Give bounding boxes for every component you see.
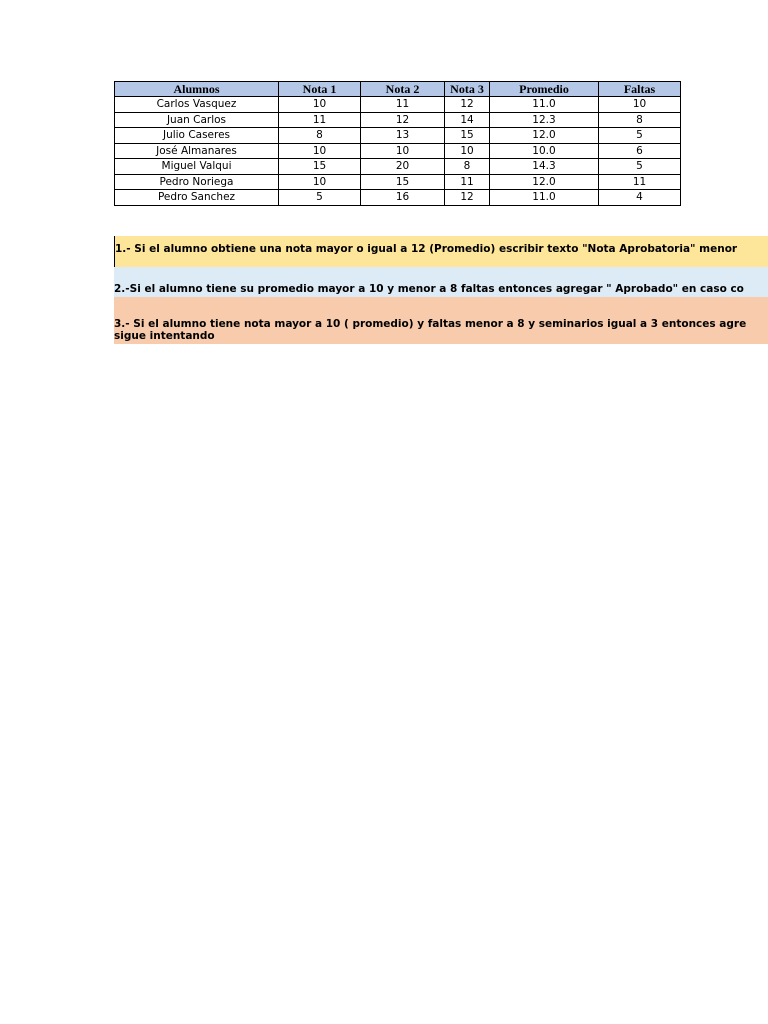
table-row [115, 112, 681, 128]
table-row [115, 97, 681, 113]
cell-promedio[interactable]: 12.0 [490, 128, 599, 144]
cell-promedio[interactable]: 12.0 [490, 174, 599, 190]
cell-nota-3[interactable]: 14 [445, 112, 490, 128]
cell-nota-3[interactable]: 12 [445, 190, 490, 206]
cell-nota-2[interactable]: 16 [361, 190, 445, 206]
header-nota-2[interactable]: Nota 2 [361, 82, 445, 97]
instruction-text-2: 2.-Si el alumno tiene su promedio mayor a 10 y menor a 8 faltas entonces agregar " Aprobado" en caso co [114, 283, 744, 295]
cell-faltas[interactable]: 10 [599, 97, 681, 113]
cell-nota-3[interactable]: 12 [445, 97, 490, 113]
header-nota-1[interactable]: Nota 1 [279, 82, 361, 97]
header-nota-3[interactable]: Nota 3 [445, 82, 490, 97]
cell-nota-2[interactable]: 20 [361, 159, 445, 175]
cell-alumno[interactable]: Juan Carlos [115, 112, 279, 128]
cell-promedio[interactable]: 12.3 [490, 112, 599, 128]
cell-nota-1[interactable]: 11 [279, 112, 361, 128]
cell-nota-2[interactable]: 12 [361, 112, 445, 128]
cell-faltas[interactable]: 8 [599, 112, 681, 128]
table-row [115, 174, 681, 190]
cell-nota-2[interactable]: 10 [361, 143, 445, 159]
cell-alumno[interactable]: José Almanares [115, 143, 279, 159]
cell-nota-2[interactable]: 13 [361, 128, 445, 144]
instruction-text-3 [114, 297, 747, 342]
cell-nota-3[interactable]: 8 [445, 159, 490, 175]
cell-nota-3[interactable]: 15 [445, 128, 490, 144]
table-row [115, 128, 681, 144]
cell-nota-3[interactable]: 11 [445, 174, 490, 190]
cell-promedio[interactable]: 10.0 [490, 143, 599, 159]
cell-nota-1[interactable]: 10 [279, 97, 361, 113]
cell-nota-1[interactable]: 5 [279, 190, 361, 206]
cell-nota-1[interactable]: 15 [279, 159, 361, 175]
cell-faltas[interactable]: 5 [599, 159, 681, 175]
cell-alumno[interactable]: Pedro Noriega [115, 174, 279, 190]
cell-alumno[interactable]: Pedro Sanchez [115, 190, 279, 206]
instruction-note-3[interactable] [114, 297, 768, 344]
table-row [115, 143, 681, 159]
cell-nota-2[interactable]: 15 [361, 174, 445, 190]
instruction-text-3-line-2: sigue intentando [114, 330, 215, 342]
instruction-text-3-line-1: 3.- Si el alumno tiene nota mayor a 10 ( promedio) y faltas menor a 8 y seminarios igual a 3 entonces agre [114, 318, 747, 330]
cell-alumno[interactable]: Carlos Vasquez [115, 97, 279, 113]
instruction-note-2[interactable] [114, 267, 768, 297]
table-row [115, 159, 681, 175]
cell-alumno[interactable]: Julio Caseres [115, 128, 279, 144]
instruction-note-1[interactable] [114, 236, 768, 267]
cell-promedio[interactable]: 11.0 [490, 97, 599, 113]
grades-table [114, 81, 681, 206]
cell-promedio[interactable]: 11.0 [490, 190, 599, 206]
cell-nota-1[interactable]: 10 [279, 174, 361, 190]
cell-alumno[interactable]: Miguel Valqui [115, 159, 279, 175]
cell-faltas[interactable]: 5 [599, 128, 681, 144]
header-promedio[interactable]: Promedio [490, 82, 599, 97]
cell-nota-1[interactable]: 8 [279, 128, 361, 144]
table-row [115, 190, 681, 206]
cell-nota-1[interactable]: 10 [279, 143, 361, 159]
cell-nota-3[interactable]: 10 [445, 143, 490, 159]
instruction-text-1: 1.- Si el alumno obtiene una nota mayor o igual a 12 (Promedio) escribir texto "Nota Aprobatoria" menor [115, 243, 738, 255]
header-alumnos[interactable]: Alumnos [115, 82, 279, 97]
header-faltas[interactable]: Faltas [599, 82, 681, 97]
cell-nota-2[interactable]: 11 [361, 97, 445, 113]
cell-promedio[interactable]: 14.3 [490, 159, 599, 175]
cell-faltas[interactable]: 6 [599, 143, 681, 159]
cell-faltas[interactable]: 11 [599, 174, 681, 190]
header-row [115, 82, 681, 97]
cell-faltas[interactable]: 4 [599, 190, 681, 206]
